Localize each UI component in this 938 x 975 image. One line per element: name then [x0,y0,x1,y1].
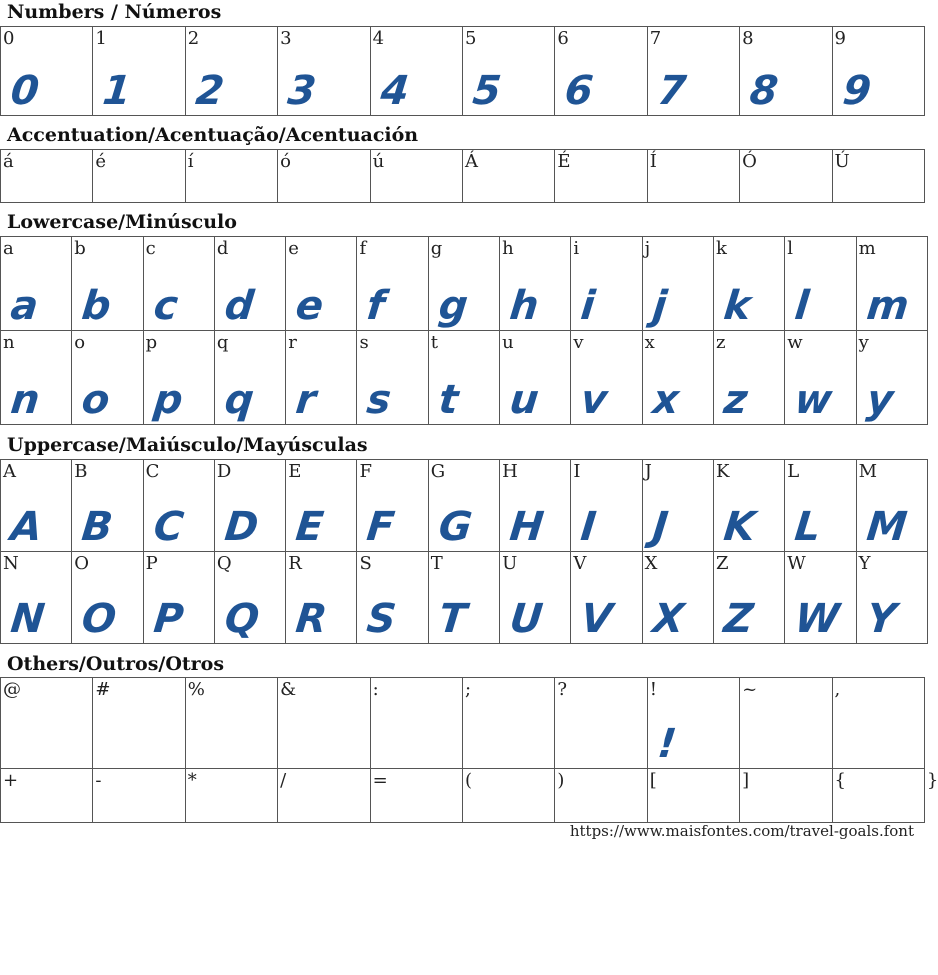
glyph-cell [143,237,214,331]
glyph-label: p [145,332,158,353]
glyph-cell [72,460,143,552]
glyph-label: v [573,332,584,353]
glyph-cell [93,678,185,769]
glyph-cell [185,769,277,823]
glyph-cell [143,460,214,552]
glyph-label: F [359,461,372,482]
glyph-label: M [858,461,877,482]
glyph-cell [428,460,499,552]
glyph-sample: R [293,596,329,642]
glyph-label: I [573,461,581,482]
others-grid [0,677,938,823]
glyph-cell [856,331,927,425]
glyph-cell [72,237,143,331]
glyph-cell [647,678,739,769]
glyph-cell [72,331,143,425]
glyph-cell [370,150,462,203]
glyph-sample: G [436,504,474,550]
glyph-cell [72,552,143,644]
glyph-label: ; [464,679,472,700]
glyph-label: [ [649,770,657,791]
glyph-label: ó [280,151,292,172]
glyph-sample: Q [222,596,261,642]
glyph-cell [785,237,856,331]
glyph-label: ( [464,770,472,791]
glyph-cell [93,150,185,203]
glyph-sample: 0 [8,68,41,114]
section-title-accents: Accentuation/Acentuação/Acentuación [7,124,419,146]
glyph-cell [286,552,357,644]
glyph-sample: c [151,283,179,329]
glyph-label: D [216,461,232,482]
glyph-row [1,678,925,769]
glyph-label: 5 [464,28,477,49]
glyph-label: a [3,238,14,259]
glyph-cell [555,150,647,203]
glyph-label: { [834,770,846,791]
glyph-cell [1,150,93,203]
glyph-label: É [557,151,571,172]
glyph-cell [647,27,739,116]
glyph-sample: h [507,283,540,329]
glyph-cell [571,331,642,425]
glyph-cell [555,27,647,116]
glyph-sample: V [578,596,614,642]
glyph-sample: a [8,283,40,329]
glyph-cell [278,678,370,769]
glyph-label: y [858,332,869,353]
section-title-others: Others/Outros/Otros [7,653,225,675]
glyph-cell [357,237,428,331]
glyph-label: , [834,679,841,700]
glyph-cell [370,27,462,116]
glyph-cell [642,237,713,331]
glyph-row [1,150,925,203]
glyph-cell [462,150,554,203]
glyph-cell [785,460,856,552]
glyph-cell [785,552,856,644]
glyph-label: & [280,679,297,700]
glyph-sample: i [578,283,597,329]
glyph-label: V [573,553,587,574]
glyph-cell [428,331,499,425]
glyph-cell [856,237,927,331]
glyph-cell [555,769,647,823]
glyph-sample: q [222,377,255,423]
glyph-label: Y [858,553,871,574]
glyph-label: @ [3,679,21,700]
glyph-cell [647,769,739,823]
glyph-sample: I [578,504,598,550]
glyph-sample: B [79,504,115,550]
glyph-label: J [644,461,652,482]
glyph-row [1,237,928,331]
glyph-label: á [3,151,14,172]
glyph-sample: k [721,283,752,329]
glyph-cell [713,237,784,331]
glyph-sample: w [792,377,834,423]
glyph-sample: z [721,377,749,423]
glyph-label: b [74,238,86,259]
glyph-cell [713,331,784,425]
glyph-cell [642,460,713,552]
glyph-label: 8 [742,28,754,49]
glyph-cell [832,27,924,116]
glyph-cell [185,150,277,203]
glyph-label: U [502,553,518,574]
glyph-label: T [430,553,443,574]
glyph-label: f [359,238,367,259]
glyph-label: m [858,238,876,259]
glyph-cell [1,331,72,425]
glyph-cell [93,769,185,823]
glyph-sample: f [365,283,387,329]
glyph-label: x [644,332,655,353]
glyph-cell [428,237,499,331]
glyph-label: 0 [3,28,15,49]
glyph-sample: j [650,283,668,329]
glyph-sample: u [507,377,540,423]
glyph-sample: C [151,504,185,550]
glyph-cell [740,769,832,823]
glyph-sample: 9 [840,68,872,114]
glyph-cell [500,237,571,331]
glyph-cell [647,150,739,203]
glyph-cell [713,552,784,644]
glyph-cell [642,552,713,644]
glyph-cell [1,460,72,552]
glyph-cell [214,237,285,331]
glyph-label: Z [715,553,729,574]
glyph-cell [740,27,832,116]
glyph-sample: b [79,283,113,329]
glyph-sample: 2 [193,68,226,114]
glyph-sample: x [650,377,680,423]
glyph-sample: J [650,504,669,550]
glyph-cell [1,27,93,116]
glyph-cell [462,678,554,769]
glyph-label: * [187,770,197,791]
glyph-label: ] [742,770,750,791]
glyph-label: E [288,461,302,482]
glyph-cell [740,678,832,769]
glyph-cell [462,769,554,823]
glyph-cell [185,678,277,769]
source-link[interactable]: https://www.maisfontes.com/travel-goals.font [569,822,914,840]
glyph-cell [571,552,642,644]
glyph-label: d [216,238,229,259]
glyph-label: G [430,461,446,482]
glyph-cell [370,769,462,823]
glyph-cell [143,331,214,425]
glyph-label: K [715,461,730,482]
glyph-sample: l [792,283,811,329]
glyph-sample: n [8,377,41,423]
glyph-cell [357,460,428,552]
glyph-sample: d [222,283,255,329]
glyph-label: ú [372,151,385,172]
glyph-sample: 7 [655,68,687,114]
glyph-label: 7 [649,28,662,49]
glyph-cell [214,552,285,644]
glyph-cell [143,552,214,644]
glyph-sample: N [8,596,46,642]
glyph-sample: s [365,377,393,423]
glyph-sample: ! [655,721,678,767]
glyph-cell [1,678,93,769]
glyph-label: Á [464,151,478,172]
glyph-cell [832,769,924,823]
glyph-label: P [145,553,158,574]
glyph-label: t [430,332,439,353]
glyph-cell [571,237,642,331]
glyph-label: B [74,461,88,482]
glyph-label: í [187,151,194,172]
glyph-cell [555,678,647,769]
glyph-sample: v [578,377,609,423]
glyph-cell [357,331,428,425]
glyph-label: o [74,332,86,353]
glyph-label: : [372,679,379,700]
glyph-label: ! [649,679,657,700]
glyph-label: S [359,553,372,574]
glyph-sample: r [293,377,318,423]
glyph-cell [370,678,462,769]
glyph-sample: t [436,377,460,423]
glyph-label: ? [557,679,567,700]
glyph-sample: m [864,283,910,329]
glyph-sample: 1 [100,68,133,114]
glyph-label: = [372,770,388,791]
glyph-cell [500,460,571,552]
glyph-sample: o [79,377,112,423]
glyph-label: l [787,238,794,259]
glyph-sample: 4 [378,68,410,114]
glyph-label: u [502,332,514,353]
glyph-label: z [715,332,726,353]
glyph-label: Ú [834,151,850,172]
glyph-label: N [3,553,19,574]
glyph-label: ) [557,770,565,791]
glyph-label: s [359,332,369,353]
glyph-label: A [3,461,16,482]
glyph-sample: F [365,504,397,550]
glyph-cell [278,150,370,203]
glyph-sample: 6 [562,68,595,114]
glyph-sample: H [507,504,545,550]
glyph-cell [185,27,277,116]
glyph-label: é [95,151,107,172]
glyph-sample: g [436,283,469,329]
glyph-label: c [145,238,156,259]
glyph-sample: A [8,504,44,550]
glyph-sample: U [507,596,544,642]
glyph-label: i [573,238,580,259]
glyph-sample: D [222,504,260,550]
glyph-sample: S [365,596,398,642]
glyph-label: ~ [742,679,758,700]
glyph-cell [93,27,185,116]
glyph-label: # [95,679,111,700]
glyph-cell [500,331,571,425]
glyph-sample: e [293,283,325,329]
glyph-row [1,552,928,644]
glyph-label: Í [649,151,657,172]
glyph-cell [740,150,832,203]
glyph-cell [832,150,924,203]
glyph-label: k [715,238,727,259]
glyph-label: 9 [834,28,846,49]
glyph-label: 6 [557,28,569,49]
glyph-sample: 3 [285,68,318,114]
glyph-label: } [926,770,938,791]
glyph-sample: W [792,596,841,642]
lowercase-grid [0,236,928,425]
glyph-cell [856,552,927,644]
glyph-label: r [288,332,297,353]
glyph-cell [1,769,93,823]
glyph-sample: T [436,596,468,642]
glyph-label: Ó [742,151,757,172]
glyph-cell [357,552,428,644]
glyph-label: - [95,770,102,791]
glyph-cell [462,27,554,116]
glyph-cell [286,237,357,331]
glyph-label: + [3,770,19,791]
glyph-sample: 8 [747,68,780,114]
glyph-sample: X [650,596,685,642]
glyph-cell [642,331,713,425]
glyph-label: X [644,553,658,574]
glyph-cell [1,552,72,644]
glyph-cell [278,769,370,823]
glyph-label: Q [216,553,232,574]
glyph-cell [428,552,499,644]
glyph-cell [856,460,927,552]
glyph-label: O [74,553,90,574]
glyph-label: R [288,553,302,574]
glyph-label: j [644,238,651,259]
glyph-sample: M [864,504,908,550]
glyph-row [1,331,928,425]
glyph-label: w [787,332,803,353]
glyph-cell [832,678,924,769]
glyph-label: e [288,238,299,259]
glyph-cell [571,460,642,552]
glyph-row [1,27,925,116]
glyph-label: % [187,679,205,700]
glyph-label: 3 [280,28,292,49]
glyph-sample: Y [864,596,897,642]
glyph-row [1,769,925,823]
glyph-label: n [3,332,15,353]
glyph-cell [286,331,357,425]
glyph-cell [785,331,856,425]
glyph-cell [500,552,571,644]
glyph-sample: y [864,377,895,423]
glyph-label: / [280,770,287,791]
glyph-cell [713,460,784,552]
uppercase-grid [0,459,928,644]
glyph-label: h [502,238,514,259]
glyph-cell [214,460,285,552]
glyph-cell [278,27,370,116]
glyph-label: g [430,238,443,259]
glyph-sample: 5 [470,68,503,114]
glyph-sample: K [721,504,757,550]
glyph-cell [286,460,357,552]
glyph-sample: E [293,504,325,550]
numbers-grid [0,26,925,116]
glyph-sample: L [792,504,823,550]
glyph-row [1,460,928,552]
glyph-cell [214,331,285,425]
glyph-sample: O [79,596,118,642]
section-title-uppercase: Uppercase/Maiúsculo/Mayúsculas [7,434,368,456]
glyph-label: 2 [187,28,200,49]
glyph-label: 4 [372,28,385,49]
glyph-label: q [216,332,229,353]
glyph-sample: p [151,377,184,423]
glyph-label: C [145,461,160,482]
accents-grid [0,149,925,203]
section-title-lowercase: Lowercase/Minúsculo [7,211,237,233]
section-title-numbers: Numbers / Números [7,1,222,23]
glyph-cell [1,237,72,331]
glyph-sample: Z [721,596,755,642]
glyph-label: L [787,461,800,482]
glyph-label: 1 [95,28,107,49]
glyph-sample: P [151,596,185,642]
glyph-label: H [502,461,518,482]
glyph-label: W [787,553,806,574]
